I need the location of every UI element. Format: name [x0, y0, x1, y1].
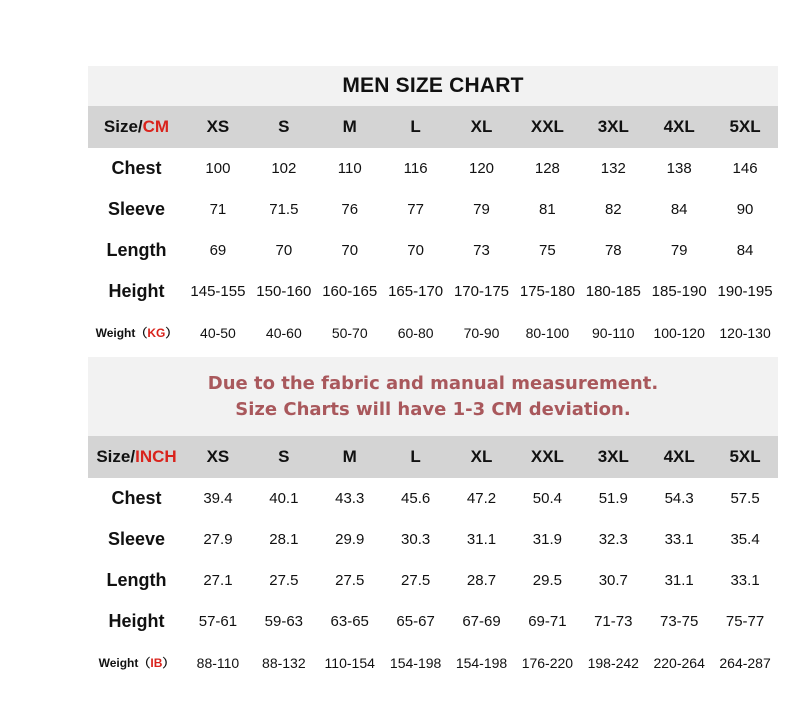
table-cell: 79 — [670, 242, 688, 259]
table-cell: 75-77 — [725, 613, 765, 630]
chart-title: MEN SIZE CHART — [88, 66, 778, 106]
table-cell: 175-180 — [519, 283, 575, 300]
table-cell: 67-69 — [462, 613, 501, 630]
table-row — [88, 148, 778, 189]
size-header: 3XL — [597, 117, 629, 136]
table-cell: 138 — [666, 160, 692, 177]
table-cell: 31.1 — [466, 531, 497, 548]
table-cell: 60-80 — [397, 324, 434, 341]
table-row — [88, 230, 778, 271]
size-header: S — [278, 447, 290, 466]
table-cell: 50-70 — [331, 324, 368, 341]
table-cell: 40-50 — [200, 324, 236, 341]
table-cell: 43.3 — [335, 490, 365, 507]
size-header: M — [342, 447, 357, 466]
row-label — [88, 654, 185, 671]
size-header: 3XL — [597, 447, 629, 466]
size-header: XS — [206, 447, 230, 466]
table-cell: 71-73 — [594, 613, 633, 630]
table-cell: 79 — [473, 201, 490, 218]
table-row — [88, 601, 778, 642]
size-header: L — [410, 447, 421, 466]
row-label: Height — [108, 611, 165, 631]
table-cell: 27.9 — [203, 531, 233, 548]
table-cell: 29.9 — [335, 531, 365, 548]
row-label: Sleeve — [107, 529, 166, 549]
unit-label: KG — [147, 326, 166, 340]
table-row — [88, 312, 778, 353]
table-cell: 220-264 — [653, 654, 705, 671]
table-row — [88, 478, 778, 519]
weight-label: Weight（ — [98, 656, 151, 670]
table-cell: 198-242 — [587, 654, 639, 671]
table-cell: 70-90 — [463, 324, 500, 341]
table-cell: 39.4 — [203, 490, 233, 507]
row-label: Chest — [111, 488, 162, 508]
table-cell: 170-175 — [453, 283, 510, 300]
table-cell: 29.5 — [532, 572, 562, 589]
table-cell: 78 — [604, 242, 622, 259]
table-cell: 73 — [473, 242, 490, 259]
table-cell: 27.1 — [203, 572, 233, 589]
table-cell: 90-110 — [592, 324, 635, 341]
cm-header-label — [88, 117, 185, 137]
table-cell: 45.6 — [401, 490, 431, 507]
table-cell: 185-190 — [651, 283, 707, 300]
table-cell: 35.4 — [730, 531, 760, 548]
table-cell: 81 — [539, 201, 556, 218]
table-cell: 71.5 — [269, 201, 299, 218]
table-cell: 100-120 — [653, 324, 705, 341]
table-cell: 63-65 — [330, 613, 369, 630]
size-header: 5XL — [729, 117, 761, 136]
row-label: Length — [106, 240, 167, 260]
header-prefix: Size/ — [103, 117, 143, 136]
table-cell: 27.5 — [401, 572, 431, 589]
table-cell: 145-155 — [190, 283, 246, 300]
table-row — [88, 189, 778, 230]
table-cell: 160-165 — [322, 283, 378, 300]
table-cell: 120 — [468, 160, 495, 177]
table-cell: 65-67 — [396, 613, 435, 630]
table-cell: 116 — [403, 160, 428, 177]
row-label: Sleeve — [107, 199, 166, 219]
cm-header-row — [88, 106, 778, 148]
table-cell: 31.1 — [664, 572, 694, 589]
size-header: L — [410, 117, 421, 136]
table-cell: 75 — [539, 242, 556, 259]
table-cell: 90 — [736, 201, 754, 218]
table-cell: 88-110 — [196, 654, 240, 671]
table-cell: 50.4 — [532, 490, 562, 507]
note-line: Due to the fabric and manual measurement. — [207, 372, 659, 394]
table-cell: 154-198 — [389, 654, 442, 671]
unit-label: CM — [142, 117, 170, 136]
table-cell: 47.2 — [466, 490, 497, 507]
table-row — [88, 519, 778, 560]
table-cell: 176-220 — [521, 654, 574, 671]
size-header: 4XL — [663, 117, 695, 136]
size-header: S — [278, 117, 290, 136]
size-header: XL — [470, 117, 493, 136]
size-header: XS — [206, 117, 230, 136]
table-cell: 70 — [407, 242, 424, 259]
table-cell: 32.3 — [598, 531, 628, 548]
table-cell: 154-198 — [455, 654, 508, 671]
row-label: Length — [106, 570, 167, 590]
table-cell: 150-160 — [256, 283, 312, 300]
row-label — [88, 324, 185, 341]
size-header: 5XL — [729, 447, 761, 466]
table-cell: 80-100 — [525, 324, 570, 341]
weight-label-close: ） — [162, 656, 175, 670]
deviation-note — [88, 357, 778, 436]
table-cell: 84 — [736, 242, 754, 259]
table-cell: 190-195 — [717, 283, 773, 300]
weight-label-close: ） — [165, 326, 178, 340]
table-cell: 54.3 — [664, 490, 694, 507]
table-row — [88, 560, 778, 601]
table-cell: 76 — [341, 201, 359, 218]
size-header: M — [342, 117, 357, 136]
table-cell: 132 — [600, 160, 626, 177]
table-cell: 88-132 — [262, 654, 306, 671]
table-cell: 100 — [205, 160, 231, 177]
table-cell: 77 — [407, 201, 424, 218]
size-header: XL — [470, 447, 493, 466]
size-chart — [88, 66, 778, 683]
table-cell: 128 — [534, 160, 560, 177]
table-cell: 102 — [271, 160, 297, 177]
table-cell: 82 — [604, 201, 622, 218]
table-cell: 69 — [209, 242, 227, 259]
table-cell: 70 — [341, 242, 359, 259]
table-cell: 84 — [670, 201, 688, 218]
table-cell: 165-170 — [388, 283, 444, 300]
table-cell: 40.1 — [269, 490, 299, 507]
table-cell: 30.7 — [598, 572, 628, 589]
table-cell: 180-185 — [585, 283, 641, 300]
table-cell: 146 — [732, 160, 758, 177]
table-row — [88, 271, 778, 312]
table-cell: 73-75 — [659, 613, 699, 630]
row-label: Height — [108, 281, 165, 301]
table-cell: 27.5 — [269, 572, 299, 589]
table-cell: 27.5 — [335, 572, 365, 589]
size-header: XXL — [530, 117, 564, 136]
unit-label: INCH — [135, 447, 177, 466]
table-cell: 28.7 — [466, 572, 497, 589]
inch-header-label — [88, 447, 185, 467]
table-cell: 51.9 — [598, 490, 628, 507]
table-cell: 33.1 — [730, 572, 760, 589]
size-header: XXL — [530, 447, 564, 466]
table-cell: 33.1 — [664, 531, 694, 548]
table-cell: 57.5 — [730, 490, 760, 507]
table-cell: 30.3 — [401, 531, 431, 548]
inch-header-row — [88, 436, 778, 478]
table-cell: 40-60 — [265, 324, 302, 341]
unit-label: IB — [150, 656, 163, 670]
table-cell: 57-61 — [198, 613, 238, 630]
table-cell: 264-287 — [719, 654, 771, 671]
table-cell: 31.9 — [532, 531, 562, 548]
row-label: Chest — [111, 158, 162, 178]
size-header: 4XL — [663, 447, 695, 466]
table-row — [88, 642, 778, 683]
weight-label: Weight（ — [95, 326, 148, 340]
note-line: Size Charts will have 1-3 CM deviation. — [235, 398, 631, 420]
table-cell: 70 — [275, 242, 293, 259]
header-prefix: Size/ — [96, 447, 136, 466]
table-cell: 110-154 — [324, 654, 375, 671]
table-cell: 110 — [337, 160, 362, 177]
table-cell: 71 — [209, 201, 227, 218]
table-cell: 120-130 — [719, 324, 771, 341]
table-cell: 28.1 — [269, 531, 299, 548]
table-cell: 69-71 — [528, 613, 567, 630]
table-cell: 59-63 — [264, 613, 304, 630]
